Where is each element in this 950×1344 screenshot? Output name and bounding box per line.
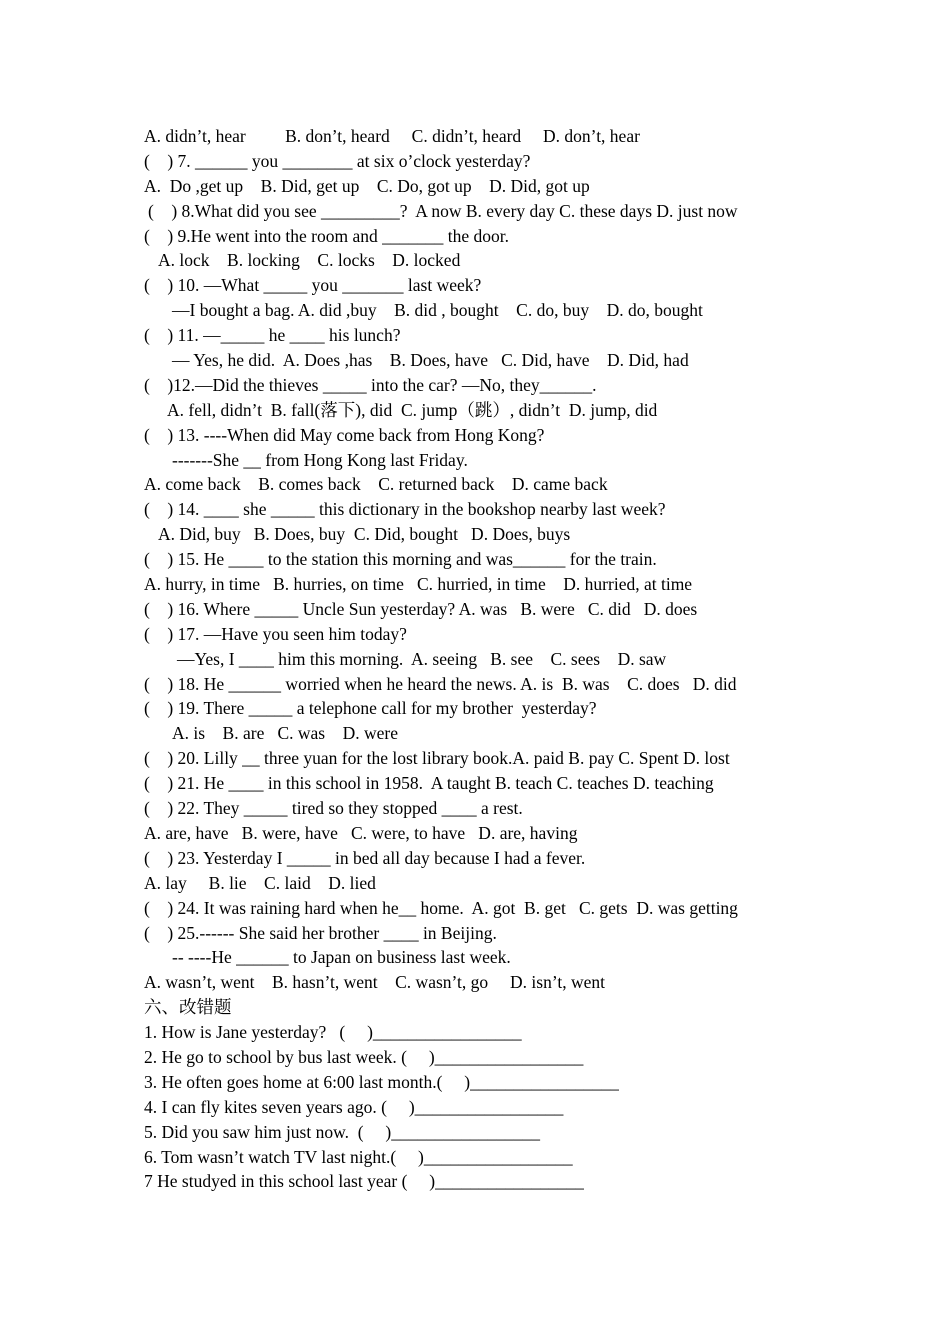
text-line: A. Do ,get up B. Did, get up C. Do, got up D. Did, got up bbox=[144, 175, 590, 196]
worksheet-body bbox=[144, 124, 824, 1194]
text-line: —Yes, I ____ him this morning. A. seeing B. see C. sees D. saw bbox=[177, 648, 667, 669]
text-line: — Yes, he did. A. Does ,has B. Does, have C. Did, have D. Did, had bbox=[172, 350, 689, 371]
text-line: ( ) 24. It was raining hard when he__ home. A. got B. get C. gets D. was getting bbox=[144, 897, 738, 918]
text-line: A. Did, buy B. Does, buy C. Did, bought D. Does, buys bbox=[158, 524, 571, 545]
text-line: ( ) 21. He ____ in this school in 1958. A taught B. teach C. teaches D. teaching bbox=[144, 773, 714, 794]
text-line: ( ) 22. They _____ tired so they stopped ____ a rest. bbox=[144, 798, 523, 819]
text-line: A. wasn’t, went B. hasn’t, went C. wasn’t, go D. isn’t, went bbox=[144, 972, 605, 993]
text-line: ( ) 23. Yesterday I _____ in bed all day because I had a fever. bbox=[144, 847, 586, 868]
text-line: 1. How is Jane yesterday? ( )_________________ bbox=[144, 1022, 522, 1043]
text-line: ( ) 17. —Have you seen him today? bbox=[144, 623, 407, 644]
text-line: ( ) 11. —_____ he ____ his lunch? bbox=[144, 325, 401, 346]
text-line: ( ) 7. ______ you ________ at six o’clock yesterday? bbox=[144, 150, 531, 171]
text-line: A. are, have B. were, have C. were, to have D. are, having bbox=[144, 822, 578, 843]
text-line: 六、改错题 bbox=[144, 997, 232, 1018]
text-line: A. lay B. lie C. laid D. lied bbox=[144, 872, 376, 893]
text-line: ( ) 15. He ____ to the station this morning and was______ for the train. bbox=[144, 549, 657, 570]
text-line: 3. He often goes home at 6:00 last month.( )_________________ bbox=[144, 1071, 619, 1092]
text-line: ( ) 25.------ She said her brother ____ in Beijing. bbox=[144, 922, 497, 943]
text-line: A. lock B. locking C. locks D. locked bbox=[158, 250, 461, 271]
text-line: 2. He go to school by bus last week. ( )_________________ bbox=[144, 1046, 584, 1067]
text-line: 5. Did you saw him just now. ( )_________________ bbox=[144, 1121, 541, 1142]
text-line: 7 He studyed in this school last year ( )_________________ bbox=[144, 1171, 584, 1192]
text-line: ( )12.—Did the thieves _____ into the car? —No, they______. bbox=[144, 374, 597, 395]
text-line: ( ) 8.What did you see _________? A now B. every day C. these days D. just now bbox=[148, 200, 738, 221]
text-line: ( ) 10. —What _____ you _______ last week? bbox=[144, 275, 482, 296]
text-line: -- ----He ______ to Japan on business last week. bbox=[172, 947, 511, 968]
text-line: ( ) 18. He ______ worried when he heard the news. A. is B. was C. does D. did bbox=[144, 673, 737, 694]
text-line: 4. I can fly kites seven years ago. ( )_________________ bbox=[144, 1096, 564, 1117]
text-line: ( ) 13. ----When did May come back from Hong Kong? bbox=[144, 424, 545, 445]
text-line: A. fell, didn’t B. fall(落下), did C. jump（跳）, didn’t D. jump, did bbox=[167, 399, 658, 420]
text-line: A. hurry, in time B. hurries, on time C. hurried, in time D. hurried, at time bbox=[144, 574, 693, 595]
text-line: ( ) 9.He went into the room and _______ the door. bbox=[144, 225, 510, 246]
text-line: —I bought a bag. A. did ,buy B. did , bought C. do, buy D. do, bought bbox=[172, 300, 703, 321]
text-line: A. come back B. comes back C. returned back D. came back bbox=[144, 474, 608, 495]
text-line: -------She __ from Hong Kong last Friday. bbox=[172, 449, 468, 470]
text-line: ( ) 16. Where _____ Uncle Sun yesterday? A. was B. were C. did D. does bbox=[144, 598, 698, 619]
text-line: ( ) 20. Lilly __ three yuan for the lost library book.A. paid B. pay C. Spent D. lost bbox=[144, 748, 730, 769]
text-line: 6. Tom wasn’t watch TV last night.( )_________________ bbox=[144, 1146, 573, 1167]
text-line: ( ) 19. There _____ a telephone call for my brother yesterday? bbox=[144, 698, 597, 719]
text-line: A. didn’t, hear B. don’t, heard C. didn’t, heard D. don’t, hear bbox=[144, 126, 640, 146]
text-line: ( ) 14. ____ she _____ this dictionary in the bookshop nearby last week? bbox=[144, 499, 666, 520]
text-line: A. is B. are C. was D. were bbox=[172, 723, 398, 744]
